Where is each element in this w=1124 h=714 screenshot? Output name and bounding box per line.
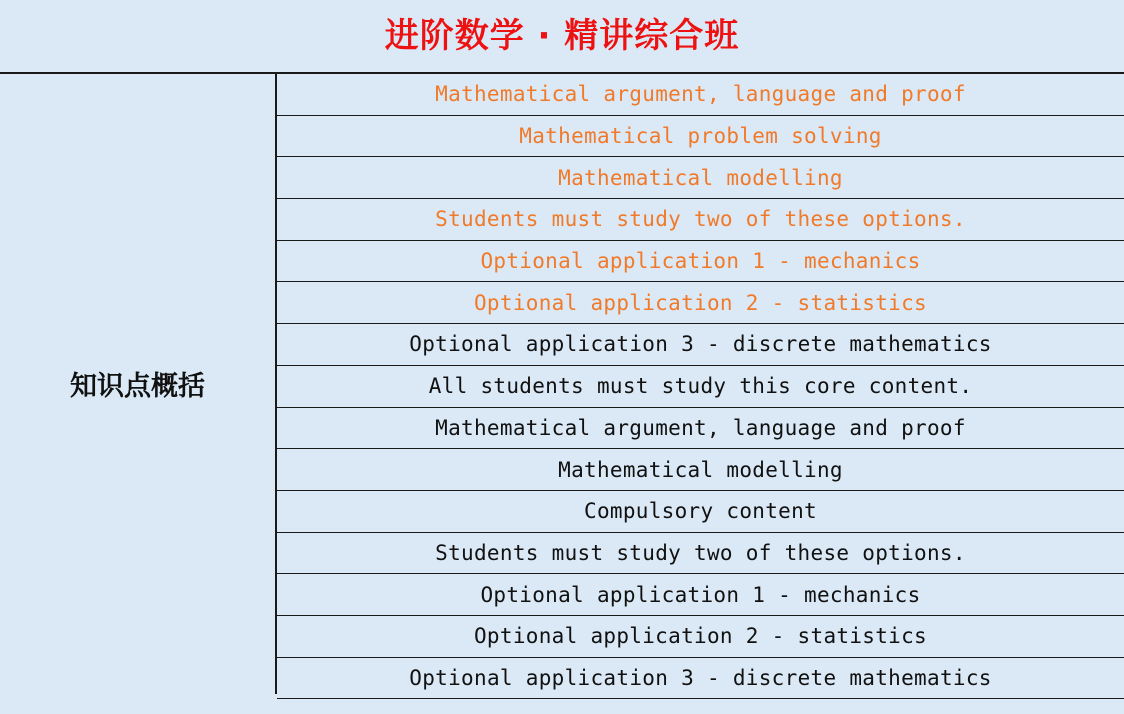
content-row-text: Optional application 2 - statistics (473, 290, 927, 315)
content-row-text: Optional application 3 - discrete mathematics (409, 332, 992, 357)
category-label: 知识点概括 (70, 370, 205, 402)
content-row-text: Optional application 1 - mechanics (480, 582, 921, 607)
content-row-text: All students must study this core content. (428, 374, 973, 399)
content-row (277, 366, 1124, 408)
content-row-text: Mathematical modelling (558, 165, 843, 190)
content-row (277, 491, 1124, 533)
content-row (277, 449, 1124, 491)
content-row (277, 199, 1124, 241)
course-title: 进阶数学 · 精讲综合班 (384, 16, 740, 56)
content-row (277, 241, 1124, 283)
content-row-text: Mathematical argument, language and proof (435, 415, 966, 440)
content-row (277, 157, 1124, 199)
content-row (277, 324, 1124, 366)
content-row (277, 574, 1124, 616)
content-row (277, 616, 1124, 658)
content-row (277, 74, 1124, 116)
title-bar (0, 0, 1124, 74)
content-row (277, 533, 1124, 575)
content-row (277, 282, 1124, 324)
content-row-text: Optional application 1 - mechanics (480, 249, 921, 274)
content-row-text: Optional application 3 - discrete mathematics (409, 665, 992, 690)
content-row (277, 116, 1124, 158)
content-list (277, 74, 1124, 714)
content-row (277, 658, 1124, 700)
content-row-text: Students must study two of these options. (435, 540, 966, 565)
content-row-text: Optional application 2 - statistics (473, 624, 927, 649)
content-row-text: Compulsory content (584, 499, 817, 524)
content-row (277, 408, 1124, 450)
category-label-cell (0, 74, 277, 694)
content-row-text: Mathematical problem solving (519, 124, 882, 149)
content-row-text: Mathematical argument, language and proof (435, 82, 966, 107)
content-row-text: Mathematical modelling (558, 457, 843, 482)
content-row-text: Students must study two of these options. (435, 207, 966, 232)
